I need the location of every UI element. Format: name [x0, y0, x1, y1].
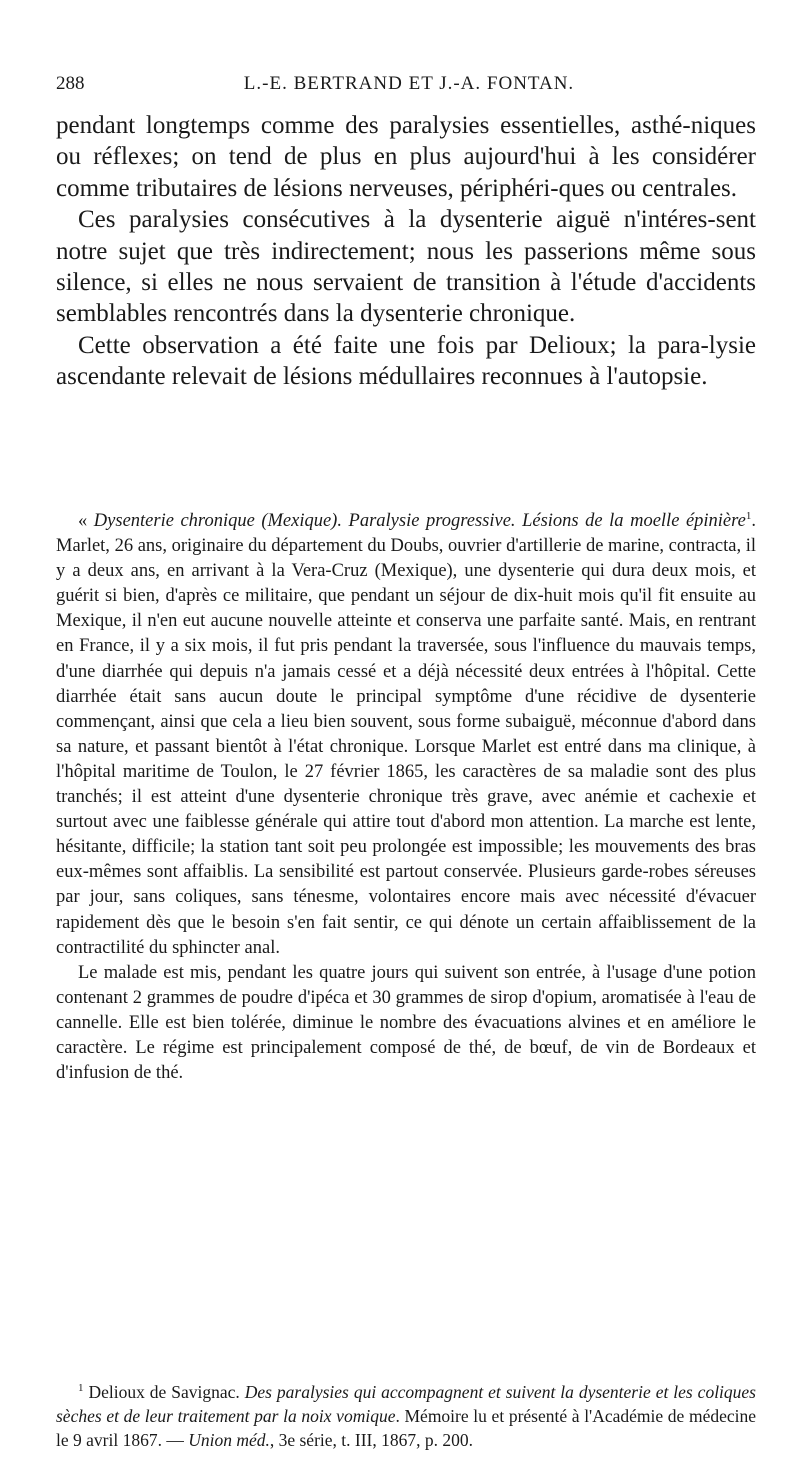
footnote-block — [56, 1380, 756, 1452]
footnote-journal: Union méd. — [188, 1430, 270, 1450]
observation-title: Dysenterie chronique (Mexique). Paralysie progressive. Lésions de la moelle épinière — [93, 511, 746, 531]
footnote-end: , 3e série, t. III, 1867, p. 200. — [269, 1430, 474, 1450]
observation-block — [56, 509, 756, 1086]
footnote-author: Delioux de Savignac. — [83, 1382, 245, 1402]
footnote-marker: 1 — [78, 1382, 84, 1395]
paragraph-1: pendant longtemps comme des paralysies essentielles, asthé-niques ou réflexes; on tend de plus en plus aujourd'hui à les considérer comme tributaires de lésions nerveuses, périphéri-ques ou centrales. — [56, 112, 756, 202]
observation-text-1: . Marlet, 26 ans, originaire du département du Doubs, ouvrier d'artillerie de marine, contracta, il y a deux ans, en arrivant à la Vera-Cruz (Mexique), une dysenterie qui dura deux mois, et guérit si bien, d'après ce militaire, que pendant un séjour de dix-huit mois qu'il fit ensuite au Mexique, il n'en eut aucune nouvelle atteinte et conserva une parfaite santé. Mais, en rentrant en France, il y a six mois, il fut pris pendant la traversée, sous l'influence du mauvais temps, d'une diarrhée qui depuis n'a jamais cessé et a déjà nécessité deux entrées à l'hôpital. Cette diarrhée était sans aucun doute le principal symptôme d'une récidive de dysenterie commençant, ainsi que cela a lieu bien souvent, sous forme subaiguë, méconnue d'abord dans sa nature, et passant bientôt à l'état chronique. Lorsque Marlet est entré dans ma clinique, à l'hôpital maritime de Toulon, le 27 février 1865, les caractères de sa maladie sont des plus tranchés; il est atteint d'une dysenterie chronique très grave, avec anémie et cachexie et surtout avec une faiblesse générale qui attire tout d'abord mon attention. La marche est lente, hésitante, difficile; la station tant soit peu prolongée est impossible; les mouvements des bras eux-mêmes sont affaiblis. La sensibilité est partout conservée. Plusieurs garde-robes séreuses par jour, sans coliques, sans ténesme, volontaires encore mais avec nécessité d'évacuer rapidement dès que le besoin s'en fait sentir, ce qui dénote un certain affaiblissement de la contractilité du sphincter anal. — [56, 511, 756, 958]
running-head-text: L.-E. BERTRAND ET J.-A. FONTAN. — [243, 73, 575, 94]
observation-paragraph-1 — [56, 509, 756, 961]
open-quote: « — [78, 511, 94, 531]
footnote-ref: 1 — [745, 509, 752, 522]
paragraph-3: Cette observation a été faite une fois par Delioux; la para-lysie ascendante relevait de lésions médullaires reconnues à l'autopsie. — [56, 331, 756, 391]
footnote-text: . Mémoire lu et présenté à l'Académie de médecine le 9 avril 1867. — — [56, 1406, 756, 1450]
paragraph-2: Ces paralysies consécutives à la dysenterie aiguë n'intéres-sent notre sujet que très indirectement; nous les passerions même sous silence, si elles ne nous servaient de transition à l'étude d'accidents semblables rencontrés dans la dysenterie chronique. — [56, 206, 756, 328]
page-number: 288 — [56, 73, 85, 94]
footnote — [56, 1380, 756, 1452]
observation-paragraph-2: Le malade est mis, pendant les quatre jours qui suivent son entrée, à l'usage d'une potion contenant 2 grammes de poudre d'ipéca et 30 grammes de sirop d'opium, aromatisée à l'eau de cannelle. Elle est bien tolérée, diminue le nombre des évacuations alvines et en améliore le caractère. Le régime est principalement composé de thé, de bœuf, de vin de Bordeaux et d'infusion de thé. — [56, 962, 756, 1084]
footnote-title: Des paralysies qui accompagnent et suivent la dysenterie et les coliques sèches et de leur traitement par la noix vomique — [56, 1382, 756, 1426]
running-head — [0, 73, 800, 95]
main-text — [56, 110, 756, 393]
